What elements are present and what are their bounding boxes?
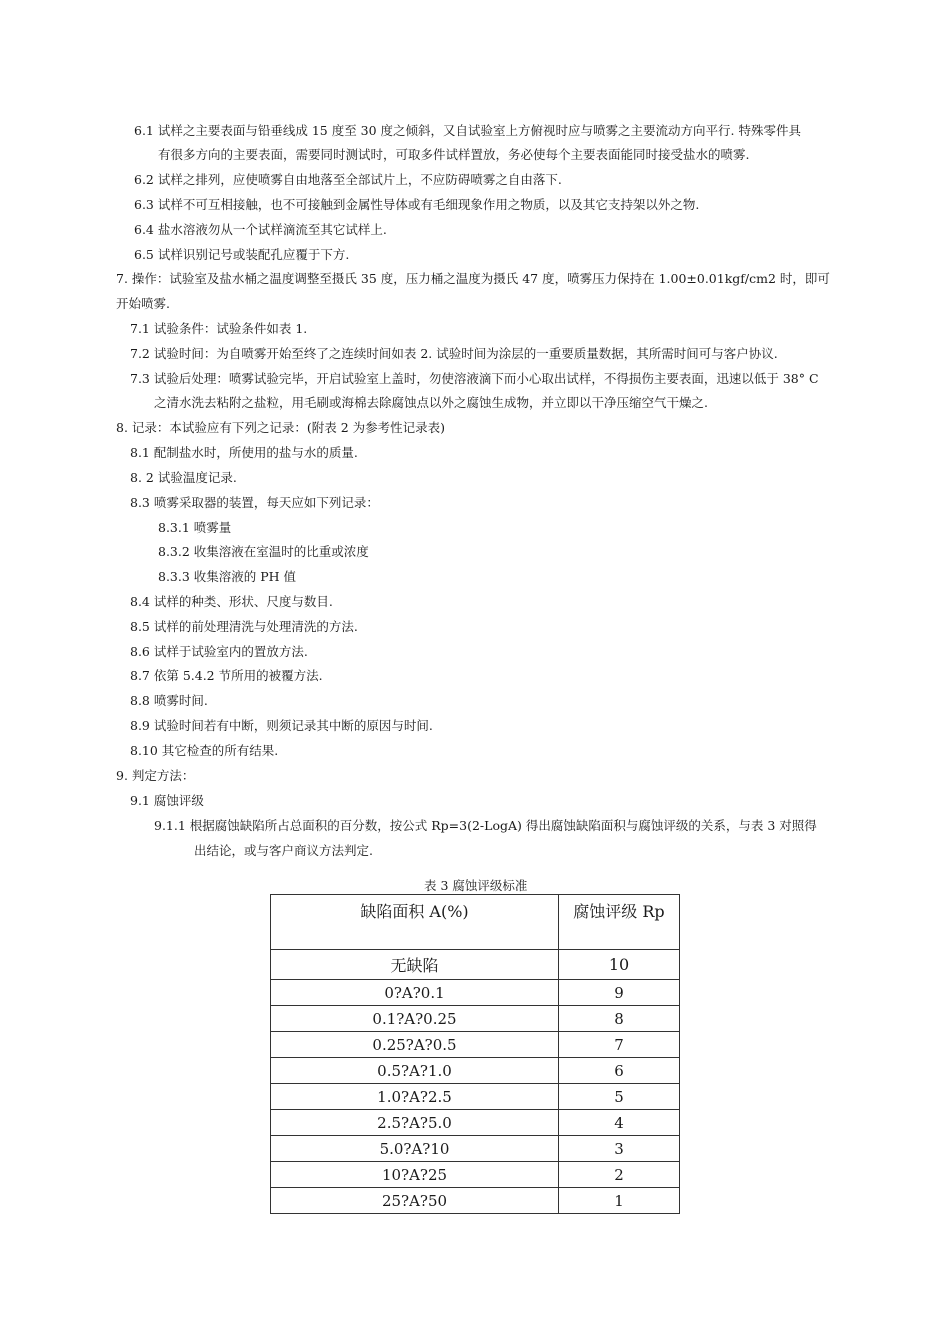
clause-7: 7. 操作：试验室及盐水桶之温度调整至摄氏 35 度，压力桶之温度为摄氏 47 度，喷雾压力保持在 1.00±0.01kgf/cm2 时，即可 [116,271,830,286]
cell-area: 0.25?A?0.5 [271,1032,559,1058]
clause-8-3-1: 8.3.1 喷雾量 [158,520,232,535]
clause-6-2: 6.2 试样之排列，应使喷雾自由地落至全部试片上，不应防碍喷雾之自由落下. [134,172,562,187]
clause-8-8: 8.8 喷雾时间. [130,693,208,708]
table-header-row [271,895,680,950]
clause-9: 9. 判定方法： [116,768,195,783]
clause-7-3-cont: 之清水洗去粘附之盐粒，用毛刷或海棉去除腐蚀点以外之腐蚀生成物，并立即以干净压缩空气干燥之. [154,395,708,410]
clause-7-cont: 开始喷雾. [116,296,170,311]
cell-grade: 1 [559,1188,680,1214]
clause-8-3-3: 8.3.3 收集溶液的 PH 值 [158,569,297,584]
cell-area: 10?A?25 [271,1162,559,1188]
clause-7-1: 7.1 试验条件：试验条件如表 1. [130,321,308,336]
cell-area: 无缺陷 [271,950,559,980]
cell-grade: 9 [559,980,680,1006]
clause-6-5: 6.5 试样识别记号或装配孔应覆于下方. [134,247,350,262]
clause-6-1-cont: 有很多方向的主要表面，需要同时测试时，可取多件试样置放，务必使每个主要表面能同时接受盐水的喷雾. [158,147,750,162]
clause-7-2: 7.2 试验时间：为自喷雾开始至终了之连续时间如表 2. 试验时间为涂层的一重要质量数据，其所需时间可与客户协议. [130,346,778,361]
table-row [271,1006,680,1032]
clause-8-4: 8.4 试样的种类、形状、尺度与数目. [130,594,333,609]
clause-8-7: 8.7 依第 5.4.2 节所用的被覆方法. [130,668,323,683]
clause-8-6: 8.6 试样于试验室内的置放方法. [130,644,308,659]
cell-grade: 10 [559,950,680,980]
table-row [271,1162,680,1188]
cell-grade: 5 [559,1084,680,1110]
cell-grade: 3 [559,1136,680,1162]
header-defect-area: 缺陷面积 A(%) [271,895,559,950]
cell-area: 1.0?A?2.5 [271,1084,559,1110]
clause-9-1: 9.1 腐蚀评级 [130,793,204,808]
cell-area: 0.5?A?1.0 [271,1058,559,1084]
header-corrosion-grade: 腐蚀评级 Rp [559,895,680,950]
clause-6-4: 6.4 盐水溶液勿从一个试样滴流至其它试样上. [134,222,387,237]
clause-6-1: 6.1 试样之主要表面与铅垂线成 15 度至 30 度之倾斜，又自试验室上方俯视时应与喷雾之主要流动方向平行. 特殊零件具 [134,123,802,138]
clause-8-2: 8. 2 试验温度记录. [130,470,237,485]
cell-grade: 7 [559,1032,680,1058]
clause-8-5: 8.5 试样的前处理清洗与处理清洗的方法. [130,619,358,634]
cell-grade: 6 [559,1058,680,1084]
table-row [271,950,680,980]
cell-area: 0?A?0.1 [271,980,559,1006]
cell-area: 0.1?A?0.25 [271,1006,559,1032]
clause-8-1: 8.1 配制盐水时，所使用的盐与水的质量. [130,445,358,460]
cell-grade: 2 [559,1162,680,1188]
cell-area: 25?A?50 [271,1188,559,1214]
table-row [271,1058,680,1084]
corrosion-grade-table [270,894,680,1214]
table-row [271,1032,680,1058]
clause-8-10: 8.10 其它检查的所有结果. [130,743,279,758]
table-row [271,1084,680,1110]
cell-grade: 8 [559,1006,680,1032]
table-row [271,1188,680,1214]
clause-7-3: 7.3 试验后处理：喷雾试验完毕，开启试验室上盖时，勿使溶液滴下而小心取出试样，不得损伤主要表面，迅速以低于 38° C [130,371,819,386]
table-caption: 表 3 腐蚀评级标准 [424,878,528,893]
table-row [271,980,680,1006]
clause-8-3-2: 8.3.2 收集溶液在室温时的比重或浓度 [158,544,369,559]
table-row [271,1136,680,1162]
clause-9-1-1-cont: 出结论，或与客户商议方法判定. [194,843,373,858]
clause-8-9: 8.9 试验时间若有中断，则须记录其中断的原因与时间. [130,718,433,733]
clause-6-3: 6.3 试样不可互相接触，也不可接触到金属性导体或有毛细现象作用之物质，以及其它支持架以外之物. [134,197,700,212]
table-row [271,1110,680,1136]
cell-grade: 4 [559,1110,680,1136]
clause-9-1-1: 9.1.1 根据腐蚀缺陷所占总面积的百分数，按公式 Rp=3(2-LogA) 得出腐蚀缺陷面积与腐蚀评级的关系，与表 3 对照得 [154,818,817,833]
cell-area: 5.0?A?10 [271,1136,559,1162]
clause-8: 8. 记录：本试验应有下列之记录：(附表 2 为参考性记录表) [116,420,446,435]
cell-area: 2.5?A?5.0 [271,1110,559,1136]
clause-8-3: 8.3 喷雾采取器的装置，每天应如下列记录： [130,495,379,510]
